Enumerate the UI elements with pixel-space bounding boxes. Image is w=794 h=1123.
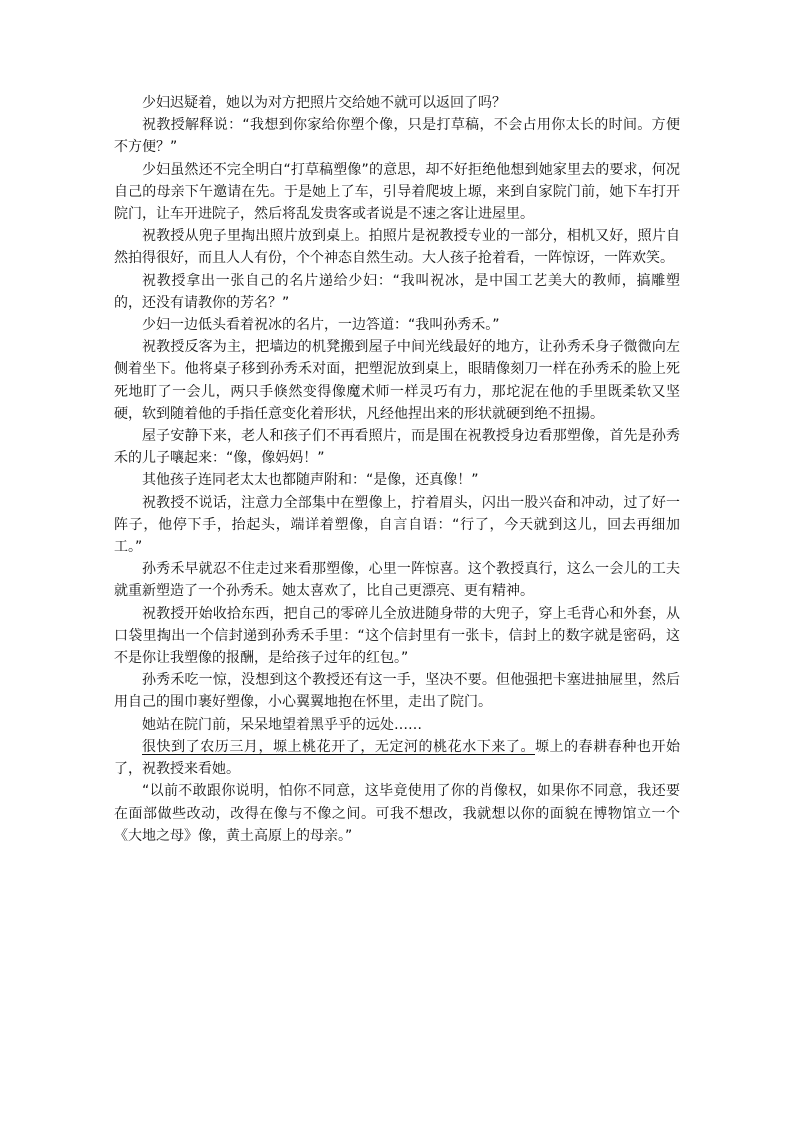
- paragraph-7: 祝教授反客为主，把墙边的机凳搬到屋子中间光线最好的地方，让孙秀禾身子微微向左侧着坐下。他将桌子移到孙秀禾对面，把塑泥放到桌上，眼睛像刻刀一样在孙秀禾的脸上死死地盯了一会儿，两只手倏然变得像魔术师一样灵巧有力，那坨泥在他的手里既柔软又坚硬，软到随着他的手指任意变化着形状，凡经他捏出来的形状就硬到绝不扭揚。: [114, 339, 680, 422]
- paragraph-4: 祝教授从兜子里掏出照片放到桌上。拍照片是祝教授专业的一部分，相机又好，照片自然拍得很好，而且人人有份，个个神态自然生动。大人孩子抢着看，一阵惊讶，一阵欢笑。: [114, 228, 680, 267]
- paragraph-14: 她站在院门前，呆呆地望着黑乎乎的远处……: [142, 716, 422, 733]
- paragraph-2: 祝教授解释说：“我想到你家给你塑个像，只是打草稿，不会占用你太长的时间。方便不方便？”: [114, 117, 680, 156]
- paragraph-16: “以前不敢跟你说明，怕你不同意，这毕竟使用了你的肖像权，如果你不同意，我还要在面部做些改动，改得在像与不像之间。可我不想改，我就想以你的面貌在博物馆立一个《大地之母》像，黄土高原上的母亲。”: [114, 783, 680, 844]
- paragraph-13: 孙秀禾吃一惊，没想到这个教授还有这一手，坚决不要。但他强把卡塞进抽屉里，然后用自己的围巾裹好塑像，小心翼翼地抱在怀里，走出了院门。: [114, 672, 680, 711]
- paragraph-11: 孙秀禾早就忍不住走过来看那塑像，心里一阵惊喜。这个教授真行，这么一会儿的工夫就重新塑造了一个孙秀禾。她太喜欢了，比自己更漂亮、更有精神。: [114, 561, 680, 600]
- paragraph-9: 其他孩子连同老太太也都随声附和：“是像，还真像！”: [142, 472, 479, 489]
- paragraph-8: 屋子安静下来，老人和孩子们不再看照片，而是围在祝教授身边看那塑像，首先是孙秀禾的儿子嚷起来：“像，像妈妈！”: [114, 428, 680, 467]
- document-page: [114, 92, 680, 847]
- paragraph-15: [114, 736, 680, 780]
- paragraph-1: 少妇迟疑着，她以为对方把照片交给她不就可以返回了吗？: [142, 95, 506, 111]
- paragraph-12: 祝教授开始收拾东西，把自己的零碎儿全放进随身带的大兜子，穿上毛背心和外套，从口袋里掏出一个信封递到孙秀禾手里：“这个信封里有一张卡，信封上的数字就是密码，这不是你让我塑像的报酬，是给孩子过年的红包。”: [114, 605, 680, 667]
- underlined-sentence: 很快到了农历三月，塬上桃花开了，无定河的桃花水下来了。: [142, 738, 535, 755]
- paragraph-15-rest: 塬上的春耕春种也开始了，祝教授来看她。: [114, 738, 680, 778]
- paragraph-3: 少妇虽然还不完全明白“打草稿塑像”的意思，却不好拒绝他想到她家里去的要求，何况自己的母亲下午邀请在先。于是她上了车，引导着爬坡上塬，来到自家院门前，她下车打开院门，让车开进院子，然后将乱发贵客或者说是不速之客让进屋里。: [114, 161, 680, 223]
- paragraph-5: 祝教授拿出一张自己的名片递给少妇：“我叫祝冰，是中国工艺美大的教师，搞雕塑的，还没有请教你的芳名？”: [114, 272, 680, 311]
- paragraph-10: 祝教授不说话，注意力全部集中在塑像上，拧着眉头，闪出一股兴奋和冲动，过了好一阵子，他停下手，抬起头，端详着塑像，自言自语：“行了，今天就到这儿，回去再细加工。”: [114, 494, 680, 556]
- paragraph-6: 少妇一边低头看着祝冰的名片，一边答道：“我叫孙秀禾。”: [142, 317, 500, 334]
